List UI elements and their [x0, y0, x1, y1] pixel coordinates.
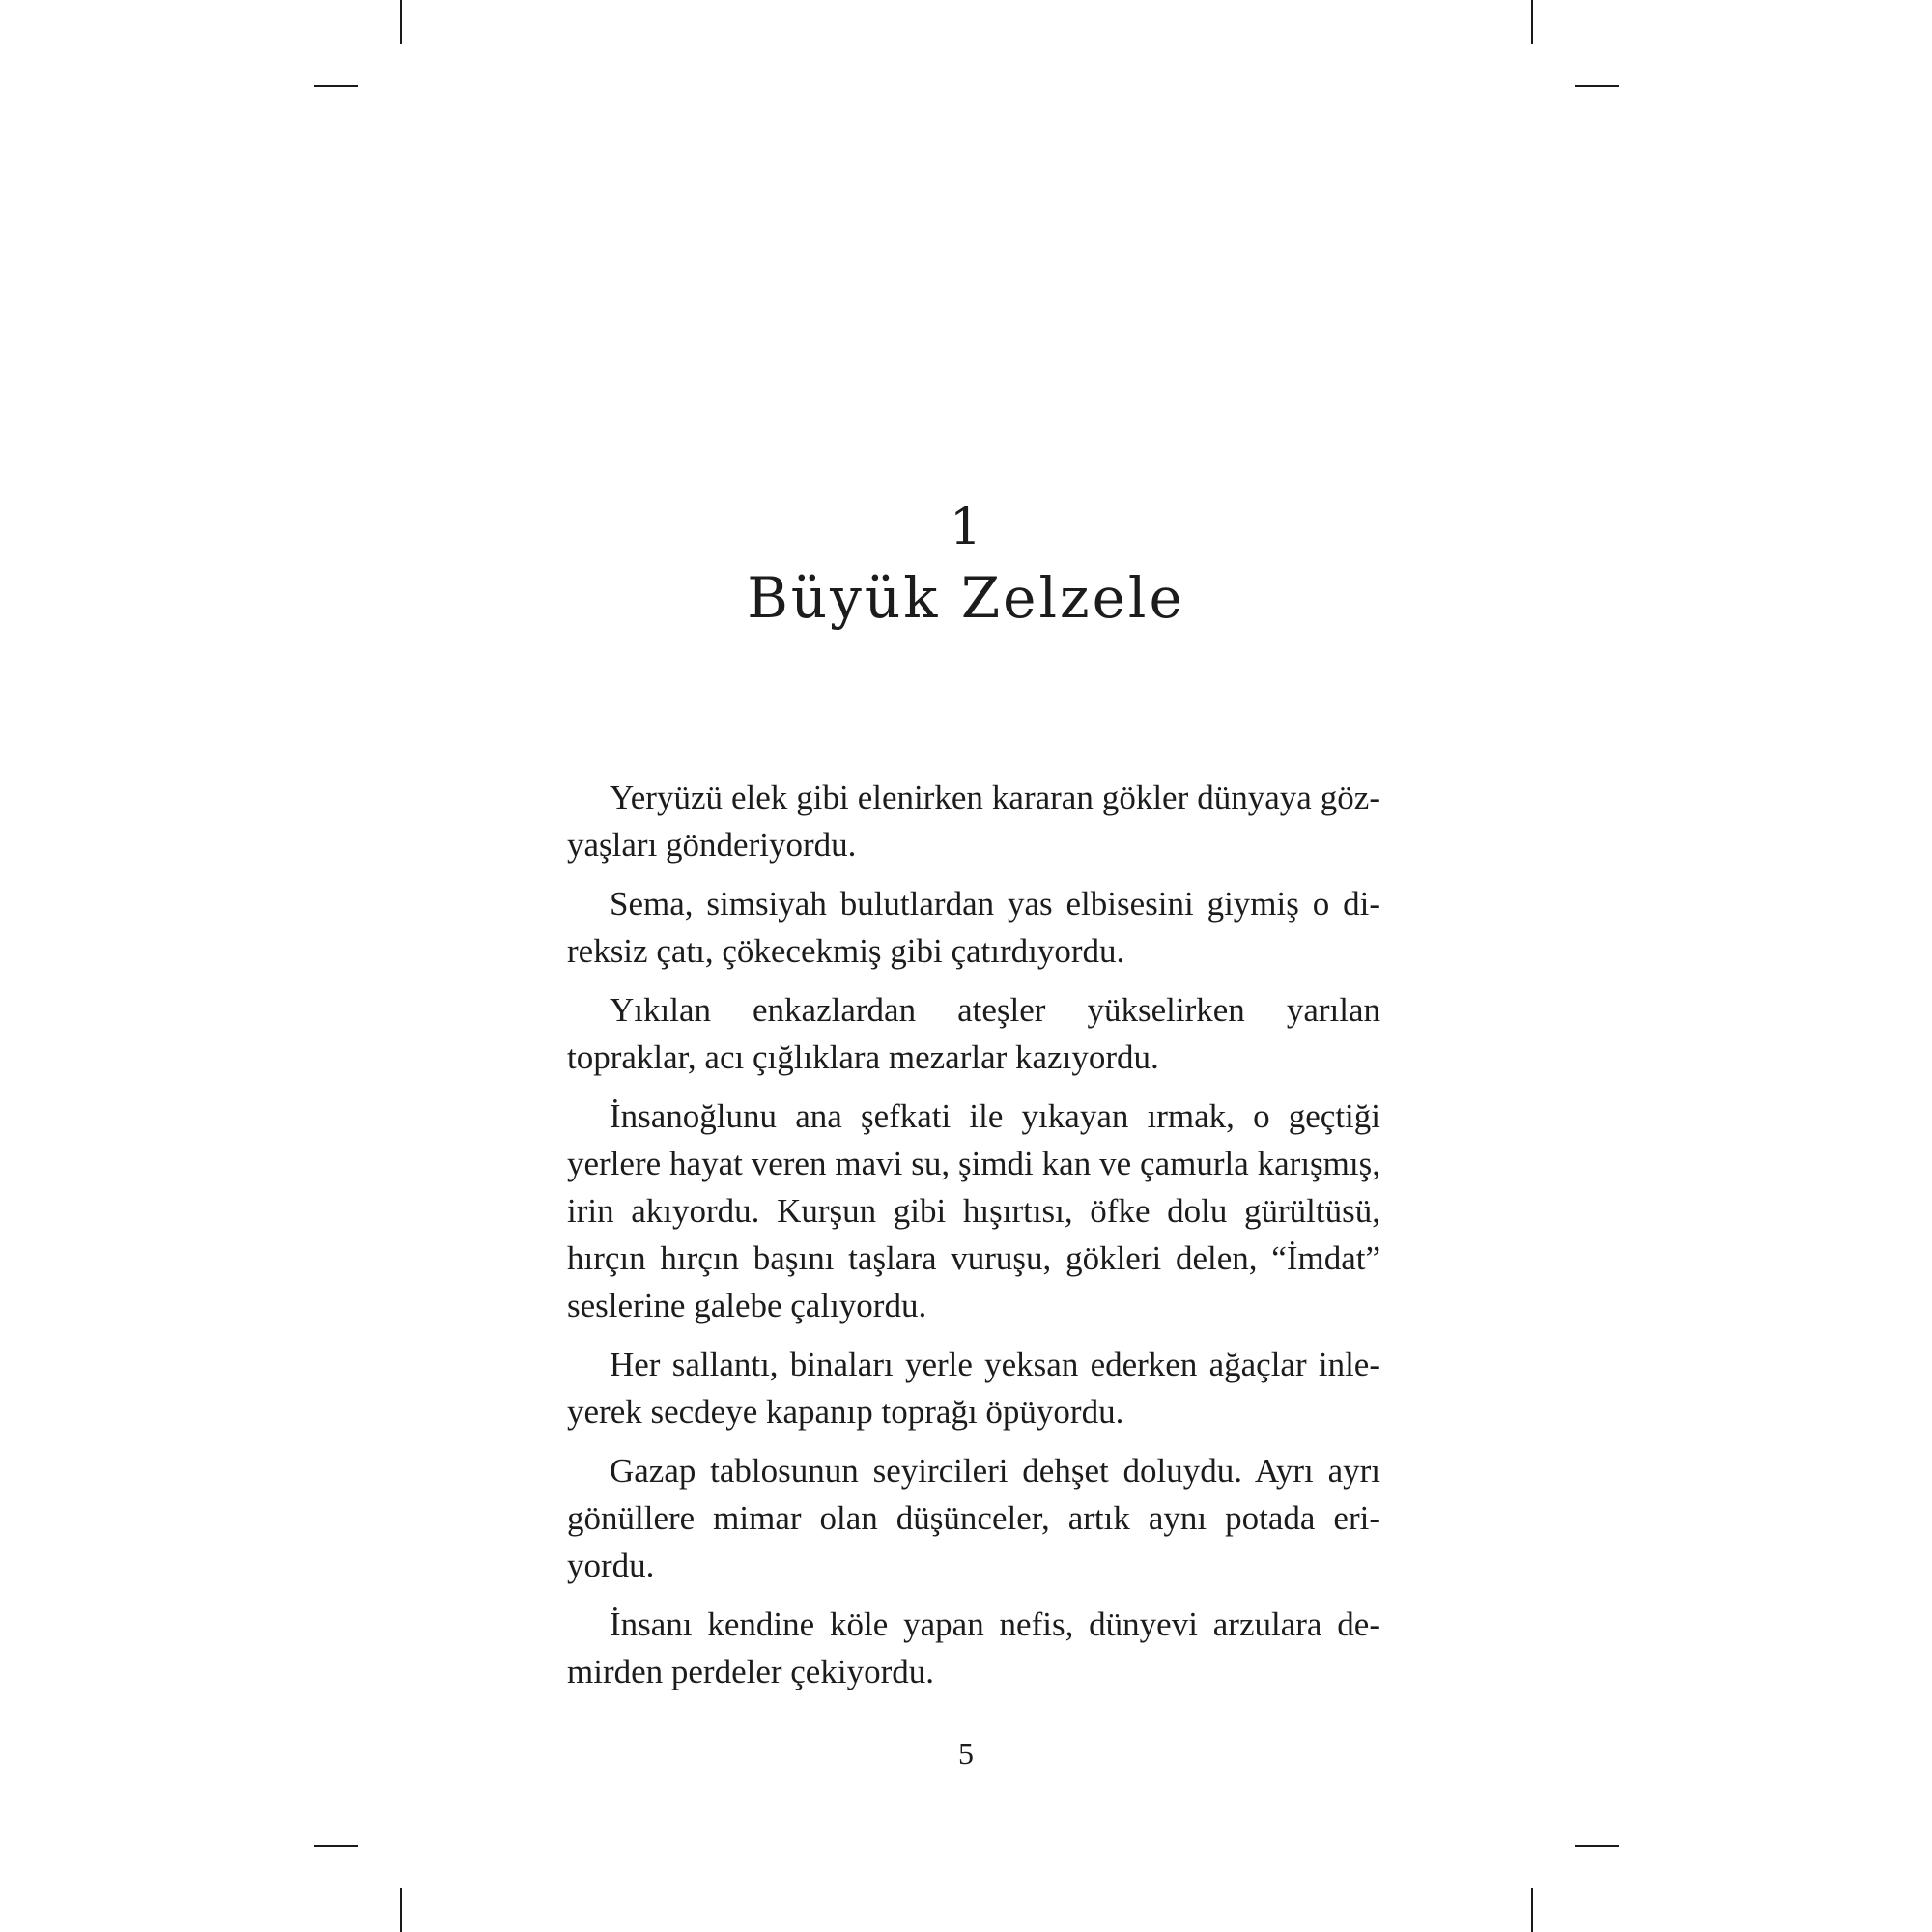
crop-mark-bottom-right-horizontal [1575, 1845, 1619, 1847]
paragraph: Yıkılan enkazlardan ateşler yükselirken yarılan topraklar, acı çığlıklara mezarlar kazıyordu. [567, 991, 1380, 1076]
paragraph: Her sallantı, binaları yerle yeksan ederken ağaçlar inleyerek secdeye kapanıp toprağı öpüyordu. [567, 1346, 1380, 1431]
crop-mark-top-left-vertical [400, 0, 402, 44]
crop-mark-bottom-left-horizontal [314, 1845, 358, 1847]
crop-mark-bottom-right-vertical [1531, 1888, 1533, 1932]
crop-mark-top-right-vertical [1531, 0, 1533, 44]
paragraph: İnsanı kendine köle yapan nefis, dünyevi arzulara demirden perdeler çekiyordu. [567, 1605, 1380, 1690]
page-number: 5 [958, 1736, 974, 1771]
chapter-number: 1 [949, 498, 983, 556]
chapter-header [0, 498, 1932, 631]
paragraph: Yeryüzü elek gibi elenirken kararan gökler dünyaya gözyaşları gönderiyordu. [567, 779, 1380, 864]
crop-mark-top-right-horizontal [1575, 85, 1619, 87]
crop-mark-top-left-horizontal [314, 85, 358, 87]
paragraph: Gazap tablosunun seyircileri dehşet doluydu. Ayrı ayrı gönüllere mimar olan düşünceler, artık aynı potada eriyordu. [567, 1452, 1380, 1584]
chapter-body [567, 774, 1380, 1707]
paragraph: İnsanoğlunu ana şefkati ile yıkayan ırmak, o geçtiği yerlere hayat veren mavi su, şimdi kan ve çamurla karışmış, irin akıyordu. Kurşun gibi hışırtısı, öfke dolu gürültüsü, hırçın hırçın başını taşlara vuruşu, gökleri delen, “İmdat” seslerine galebe çalıyordu. [567, 1097, 1380, 1324]
paragraph: Sema, simsiyah bulutlardan yas elbisesini giymiş o direksiz çatı, çökecekmiş gibi çatırdıyordu. [567, 885, 1380, 970]
crop-mark-bottom-left-vertical [400, 1888, 402, 1932]
chapter-title: Büyük Zelzele [747, 565, 1185, 631]
